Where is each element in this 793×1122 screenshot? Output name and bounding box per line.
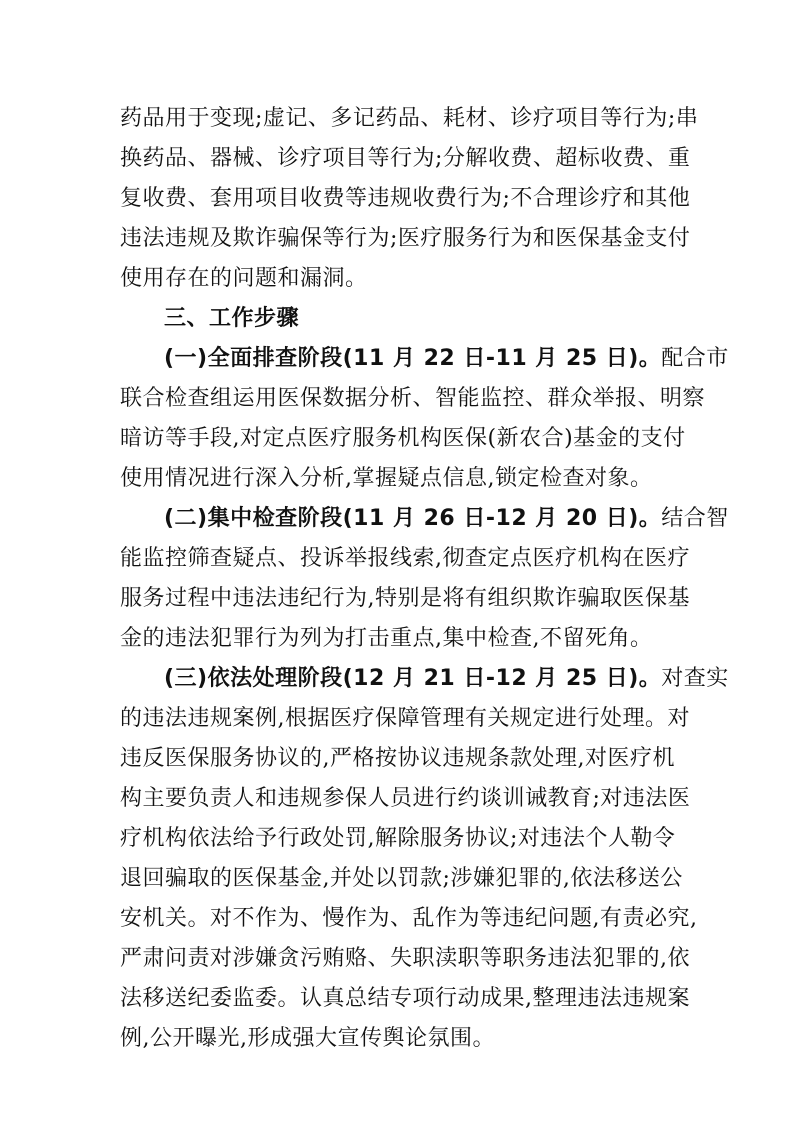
step-3-period: (12 月 21 日-12 月 25 日)。 — [342, 666, 662, 691]
step-2-first-line-rest: 结合智 — [661, 506, 729, 531]
paragraph-step-1 — [120, 339, 729, 499]
paragraph-step-2 — [120, 499, 729, 659]
step-3-first-line-rest: 对查实 — [661, 666, 729, 691]
text-line: 暗访等手段,对定点医疗服务机构医保(新农合)基金的支付 — [120, 426, 686, 451]
text-line: 金的违法犯罪行为列为打击重点,集中检查,不留死角。 — [120, 626, 653, 651]
text-line: 复收费、套用项目收费等违规收费行为;不合理诊疗和其他 — [120, 186, 691, 211]
step-2-first-line — [120, 499, 729, 539]
text-line: 严肃问责对涉嫌贪污贿赂、失职渎职等职务违法犯罪的,依 — [120, 946, 690, 971]
text-line: 服务过程中违法违纪行为,特别是将有组织欺诈骗取医保基 — [120, 586, 690, 611]
step-3-title: (三)依法处理阶段 — [164, 666, 343, 691]
text-line: 违法违规及欺诈骗保等行为;医疗服务行为和医保基金支付 — [120, 226, 691, 251]
section-heading-text: 三、工作步骤 — [164, 306, 300, 331]
text-line: 构主要负责人和违规参保人员进行约谈训诫教育;对违法医 — [120, 786, 691, 811]
paragraph-violations — [120, 99, 699, 299]
text-line: 换药品、器械、诊疗项目等行为;分解收费、超标收费、重 — [120, 146, 691, 171]
text-line: 违反医保服务协议的,严格按协议违规条款处理,对医疗机 — [120, 746, 675, 771]
step-1-period: (11 月 22 日-11 月 25 日)。 — [342, 346, 662, 371]
text-line: 疗机构依法给予行政处罚,解除服务协议;对违法个人勒令 — [120, 826, 676, 851]
document-page — [120, 0, 729, 1122]
text-line: 法移送纪委监委。认真总结专项行动成果,整理违法违规案 — [120, 986, 690, 1011]
step-1-first-line — [120, 339, 729, 379]
paragraph-step-3 — [120, 659, 729, 1059]
step-1-first-line-rest: 配合市 — [661, 346, 729, 371]
text-line: 能监控筛查疑点、投诉举报线索,彻查定点医疗机构在医疗 — [120, 546, 690, 571]
text-line: 的违法违规案例,根据医疗保障管理有关规定进行处理。对 — [120, 706, 690, 731]
text-line: 退回骗取的医保基金,并处以罚款;涉嫌犯罪的,依法移送公 — [120, 866, 683, 891]
text-line: 联合检查组运用医保数据分析、智能监控、群众举报、明察 — [120, 386, 706, 411]
step-2-title: (二)集中检查阶段 — [164, 506, 343, 531]
text-line: 例,公开曝光,形成强大宣传舆论氛围。 — [120, 1026, 495, 1051]
text-line: 使用存在的问题和漏洞。 — [120, 266, 368, 291]
step-3-first-line — [120, 659, 729, 699]
text-line: 药品用于变现;虚记、多记药品、耗材、诊疗项目等行为;串 — [120, 106, 699, 131]
step-1-title: (一)全面排查阶段 — [164, 346, 343, 371]
step-2-period: (11 月 26 日-12 月 20 日)。 — [342, 506, 662, 531]
text-line: 使用情况进行深入分析,掌握疑点信息,锁定检查对象。 — [120, 466, 653, 491]
section-heading — [120, 299, 680, 339]
text-line: 安机关。对不作为、慢作为、乱作为等违纪问题,有责必究, — [120, 906, 698, 931]
